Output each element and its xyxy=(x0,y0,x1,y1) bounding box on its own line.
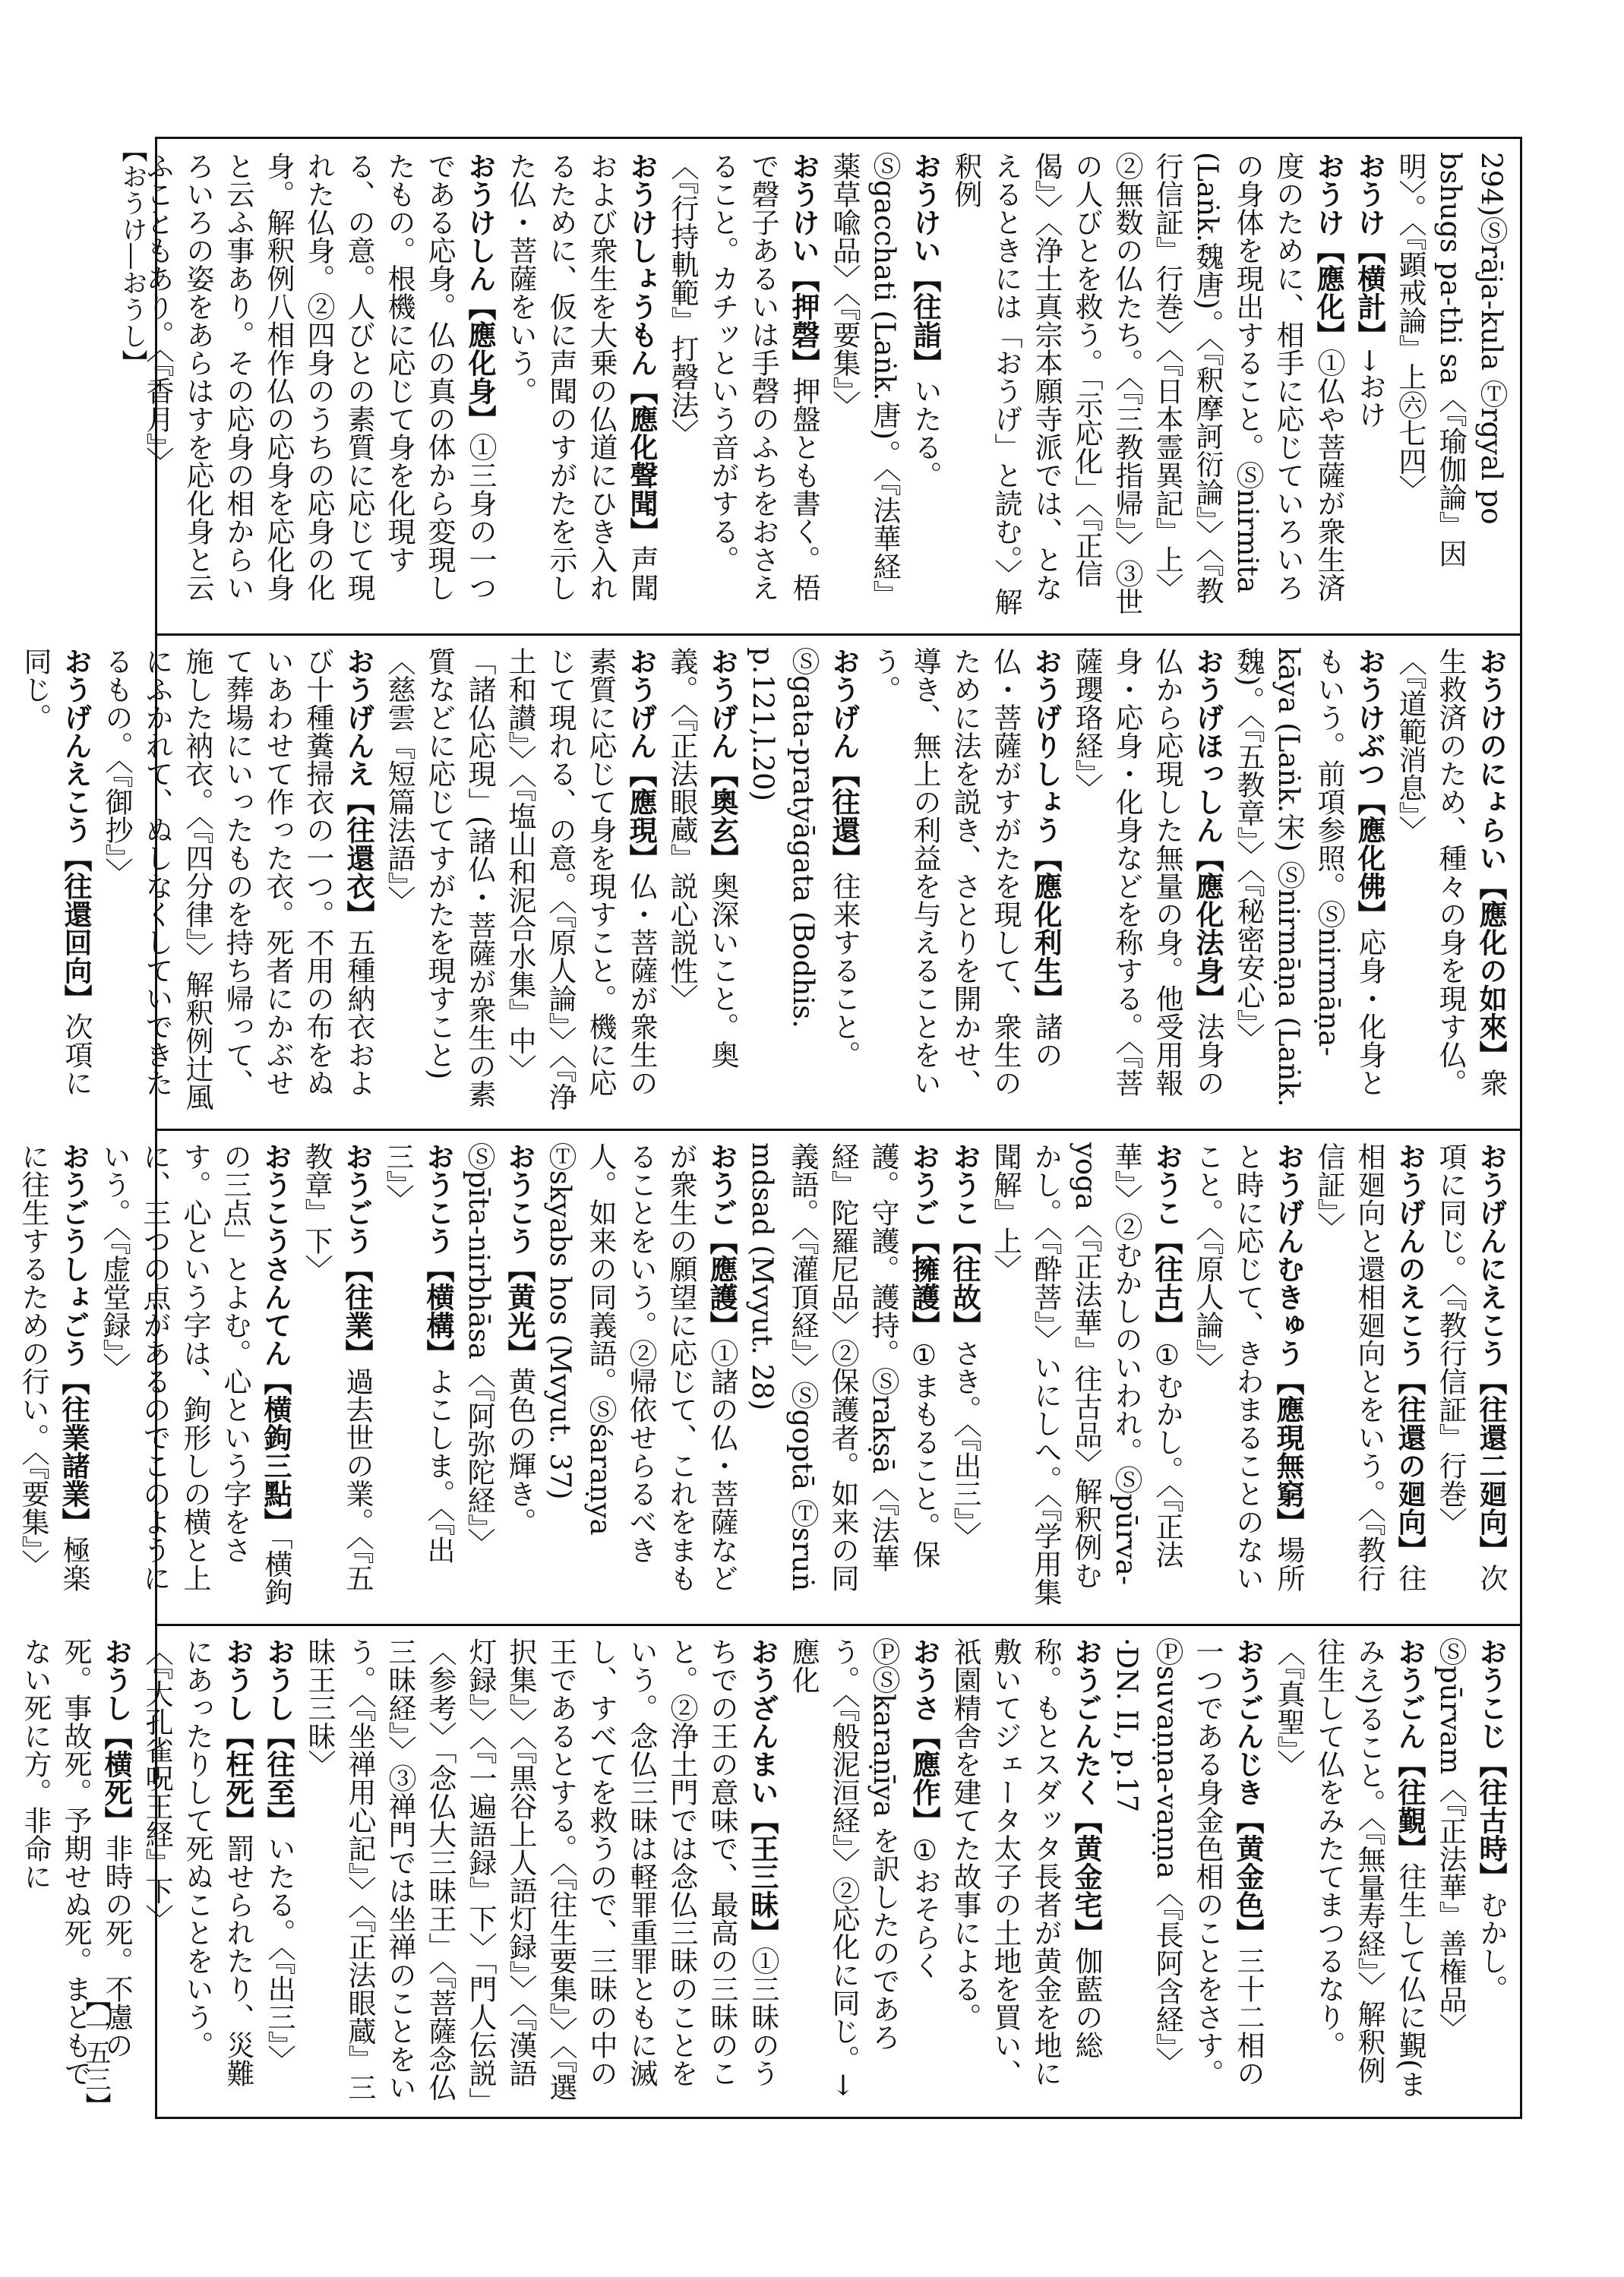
entry-body: ①まもること。保護。守護。護持。Ⓢrakṣā〈『法華経』陀羅尼品〉②保護者。如来の同義語。〈『灌頂経』〉Ⓢgoptā Ⓣsruṅ mdsad (Mvyut. 28) xyxy=(746,1142,940,1592)
entry-body: むかし。Ⓢpūrvam〈『正法華』善権品〉 xyxy=(1434,1637,1508,2042)
running-head-title: 【おうけ―おうし】 xyxy=(117,137,147,376)
entry-body: 往生して仏に覲(まみえ)ること。〈『無量寿経』〉解釈例往生して仏をみたてまつるなり。〈『真聖』〉 xyxy=(1272,1637,1427,2099)
tier-3 xyxy=(17,1142,1512,1609)
entry xyxy=(864,647,1066,1114)
entry xyxy=(783,1637,945,2105)
entry-body: 黄色の輝き。Ⓢpīta-nirbhāsa〈『阿弥陀経』〉 xyxy=(463,1142,536,1556)
entry-headword: おうけ【横計】 xyxy=(1353,152,1386,349)
entry-headword: おうけ【應化】 xyxy=(1312,152,1345,349)
entry xyxy=(96,647,379,1114)
entry-headword: おうげんえ【往還衣】 xyxy=(342,647,375,928)
entry-headword: おうご【應護】 xyxy=(705,1142,738,1339)
entry-headword: おうげん【往還】 xyxy=(827,647,861,872)
entry-headword: おうし【枉死】 xyxy=(221,1637,254,1834)
entry xyxy=(540,1142,742,1609)
entry-body: いたる。Ⓢgacchati (Laṅk.唐)。〈『法華経』薬草喩品〉〈『要集』〉 xyxy=(828,152,942,609)
entry-headword: おうごう【往業】 xyxy=(340,1142,374,1367)
entry xyxy=(378,1142,459,1609)
entry-body: さき。〈『出三』〉 xyxy=(949,1339,981,1550)
entry-body: ①むかし。〈『正法華』〉②むかしのいわれ。Ⓢpūrva-yoga〈『正法華』往古品〉解釈例むかし。〈『酔菩』〉いにしへ。〈『学用集聞解』上〉 xyxy=(989,1142,1183,1606)
entry-headword: おうげんのえこう【往還の廻向】 xyxy=(1393,1142,1427,1564)
entry xyxy=(379,647,662,1114)
entry-headword: おうこ【往故】 xyxy=(948,1142,981,1339)
entry-headword: おうご【擁護】 xyxy=(907,1142,940,1339)
entry-body: いたる。〈『出三』〉 xyxy=(263,1834,295,2073)
entry-body: 294)Ⓢrāja-kula Ⓣrgyal po bshugs pa-thi sa〈『瑜伽論』因明〉。〈『顕戒論』上㊅七四〉 xyxy=(1394,152,1508,567)
entry xyxy=(742,1142,944,1609)
entry xyxy=(137,1637,258,2105)
entry xyxy=(258,1637,299,2105)
entry xyxy=(15,647,96,1114)
entry-headword: おうげりしょう【應化利生】 xyxy=(1029,647,1063,1012)
entry xyxy=(299,1637,783,2105)
entry xyxy=(1066,647,1228,1114)
entry-body: 仏・菩薩が衆生の素質に応じて身を現すこと。機に応じて現れる、の意。〈『原人論』〉〈『浄土和讃』〉〈『塩山和泥合水集』中〉「諸仏応現」(諸仏・菩薩が衆生の素質などに応じてすがたを現すこと)〈慈雲『短篇法語』〉 xyxy=(383,647,658,1111)
entry xyxy=(1228,647,1390,1114)
entry-body: 応身・化身ともいう。前項参照。Ⓢnirmāṇa-kāya (Laṅk.宋) Ⓢnirmāṇa (Laṅk.魏)。〈『五教章』〉〈『秘密安心』〉 xyxy=(1232,647,1386,1107)
tier-1 xyxy=(141,152,1512,619)
entry xyxy=(743,647,864,1114)
entry-headword: おうげんにえこう【往還二廻向】 xyxy=(1474,1142,1508,1564)
entry-headword: おうげんむきゅう【應現無窮】 xyxy=(1272,1142,1305,1536)
entry-headword: おうざんまい【王三昧】 xyxy=(746,1637,779,1947)
entry xyxy=(1107,1637,1269,2105)
entry xyxy=(945,1637,1107,2105)
entry-headword: おうこ【往古】 xyxy=(1150,1142,1183,1339)
entry-body: 往来すること。Ⓢgata-pratyāgata (Bodhis. p.121,l.20) xyxy=(747,647,861,1069)
entry xyxy=(1187,1142,1309,1609)
entry xyxy=(459,1142,540,1609)
entry xyxy=(1430,1142,1512,1609)
entry-body: 極楽に往生するための行い。〈『要集』〉 xyxy=(17,1142,90,1592)
entry xyxy=(662,152,824,619)
entry-body: よこしま。〈『出三』〉 xyxy=(381,1142,455,1564)
entry-headword: おうし【横死】 xyxy=(100,1637,133,1834)
entry-headword: おうごんじき【黄金色】 xyxy=(1231,1637,1265,1947)
entry-body: 衆生救済のため、種々の身を現す仏。〈『道範消息』〉 xyxy=(1394,647,1508,1097)
entry-headword: おうけしょうもん【應化聲聞】 xyxy=(625,152,659,545)
entry-body: →おけ xyxy=(1354,349,1386,429)
entry xyxy=(1390,152,1512,619)
entry-body: 諸の仏・菩薩がすがたを現して、衆生のために法を説き、さとりを開かせ、導き、無上の利益を与えることをいう。 xyxy=(868,647,1063,1097)
entry-body: 法身の仏から応現した無量の身。他受用報身・応身・化身などを称する。〈『菩薩瓔珞経』〉 xyxy=(1070,647,1224,1097)
entry xyxy=(1349,152,1390,619)
entry-headword: おうけい【押磬】 xyxy=(787,152,820,377)
entry-body: 伽藍の総称。もとスダッタ長者が黄金を地に敷いてジェータ太子の土地を買い、祇園精舎を建てた故事による。 xyxy=(949,1637,1103,2087)
entry xyxy=(1390,647,1512,1114)
tier-divider xyxy=(155,633,1522,636)
entry-body: 三十二相の一つである身金色相のことをさす。Ⓟsuvaṇṇa-vaṇṇa〈『長阿含経』〉·DN. II, p.17 xyxy=(1111,1637,1265,2087)
entry-headword: おうごうしょごう【往業諸業】 xyxy=(57,1142,90,1536)
entry-body: 罰せられたり、災難にあったりして死ぬことをいう。〈『大孔雀呪王経』下〉 xyxy=(141,1637,254,2087)
entry xyxy=(985,1142,1187,1609)
entry xyxy=(824,152,946,619)
tier-divider xyxy=(155,1624,1522,1626)
entry-body: 五種納衣および十種糞掃衣の一つ。不用の布をぬいあわせて作った衣。死者にかぶせて葬場にいったものを持ち帰って、施した衲衣。〈『四分律』〉解釈例辻風にふかれて、ぬしなくしていできたるもの。〈『御抄』〉 xyxy=(100,647,375,1111)
entry-body: 「横鉤の三点」とよむ。心という字をさす。心という字は、鉤形しの横と上に、三つの点があるのでこのようにいう。〈『虚堂録』〉 xyxy=(98,1142,292,1606)
entry xyxy=(15,1637,137,2105)
entry-headword: おうけしん【應化身】 xyxy=(463,152,497,433)
entry xyxy=(946,152,1349,619)
entry-body: ①三昧のうちでの王の意味で、最高の三昧のこと。②浄土門では念仏三昧のことをいう。念仏三昧は軽罪重罪ともに滅し、すべてを救うので、三昧の中の王であるとする。〈『往生要集』〉〈『選択集』〉〈『黒谷上人語灯録』〉〈『漢語灯録』〉〈『一遍語録』下〉「門人伝説」〈参考〉「念仏大三昧王」〈『菩薩念仏三昧経』〉③禅門では坐禅のことをいう。〈『坐禅用心記』〉〈『正法眼蔵』三昧王三昧〉 xyxy=(303,1637,779,2102)
entry-headword: おうこうさんてん【横鉤三點】 xyxy=(259,1142,292,1536)
entry xyxy=(944,1142,985,1609)
entry xyxy=(501,152,662,619)
entry-body: ①三身の一つである応身。仏の真の体から変現したもの。根機に応じて身を化現する、の意。人びとの素質に応じて現れた仏身。②四身のうちの応身の化身。解釈例八相作仏の応身を応化身と云ふ事あり。その応身の相からいろいろの姿をあらはすを応化身と云ふこともあり。〈『香月』〉 xyxy=(141,152,497,602)
entry xyxy=(94,1142,296,1609)
entry-body: 非時の死。不慮の死。事故死。予期せぬ死。まともでない死に方。非命に xyxy=(19,1637,133,2087)
entry-body: 場所と時に応じて、きわまることのないこと。〈『原人論』〉 xyxy=(1191,1142,1305,1592)
entry-headword: おうげん【應現】 xyxy=(624,647,658,872)
entry-body: 次項に同じ。〈『教行信証』行巻〉 xyxy=(1434,1142,1508,1592)
entry xyxy=(1309,1142,1430,1609)
entry-headword: おうさ【應作】 xyxy=(908,1637,941,1834)
entry-headword: おうし【往至】 xyxy=(262,1637,295,1834)
tier-2 xyxy=(19,647,1512,1114)
entry-headword: おうごんたく【黄金宅】 xyxy=(1070,1637,1103,1947)
entry xyxy=(662,647,743,1114)
entry-headword: おうけい【往詣】 xyxy=(908,152,942,377)
entry-headword: おうげん【奧玄】 xyxy=(706,647,739,872)
entry-headword: おうこう【横構】 xyxy=(422,1142,455,1367)
entry xyxy=(1269,1637,1430,2105)
entry-headword: おうごん【往覲】 xyxy=(1393,1637,1427,1862)
entry xyxy=(137,152,501,619)
entry-body: 声聞および衆生を大乗の仏道にひき入れるために、仮に声聞のすがたを示した仏・菩薩をいう。 xyxy=(504,152,659,602)
entry-body: ①諸の仏・菩薩などが衆生の願望に応じて、これをまもることをいう。②帰依せらるべき人。如来の同義語。Ⓢśaraṇya Ⓣskyabs hos (Mvyut. 37) xyxy=(544,1142,738,1592)
entry xyxy=(296,1142,378,1609)
entry-body: 往相廻向と還相廻向とをいう。〈『教行信証』〉 xyxy=(1313,1142,1427,1592)
entry-body: 過去世の業。〈『五教章』下〉 xyxy=(300,1142,374,1592)
page-number: 【一五三】 xyxy=(81,1986,111,2119)
entry-headword: おうけのにょらい【應化の如來】 xyxy=(1474,647,1508,1069)
entry-body: ①仏や菩薩が衆生済度のために、相手に応じていろいろの身体を現出すること。Ⓢnirmita (Laṅk.魏唐)。〈『釈摩訶衍論』〉〈『教行信証』行巻〉〈『日本霊異記』上〉②無数の仏たち。〈『三教指帰』〉③世の人びとを救う。「示応化」〈『正信偈』〉〈浄土真宗本願寺派では、となえるときには「おうげ」と読む。〉解釈例 xyxy=(949,152,1345,616)
tier-divider xyxy=(155,1129,1522,1131)
entry-body: ①おそらくⓅⓈkaraṇīya を訳したのであろう。〈『般泥洹経』〉②応化に同じ。→應化 xyxy=(787,1637,941,2097)
entry xyxy=(1430,1637,1512,2105)
entry xyxy=(13,1142,94,1609)
entry-body: 奥深いこと。奥義。〈『正法眼蔵』説心説性〉 xyxy=(665,647,739,1069)
entry-headword: おうけぶつ【應化佛】 xyxy=(1353,647,1386,928)
entry-headword: おうこじ【往古時】 xyxy=(1474,1637,1508,1890)
entry-headword: おうげんえこう【往還回向】 xyxy=(59,647,93,1012)
entry-headword: おうげほっしん【應化法身】 xyxy=(1191,647,1224,1012)
entry-body: 次項に同じ。 xyxy=(19,647,93,1097)
entry-body: 押盤とも書く。梧で磬子あるいは手磬のふちをおさえること。カチッという音がする。〈『行持軌範』打磬法〉 xyxy=(666,152,820,602)
entry-headword: おうこう【黄光】 xyxy=(503,1142,536,1367)
